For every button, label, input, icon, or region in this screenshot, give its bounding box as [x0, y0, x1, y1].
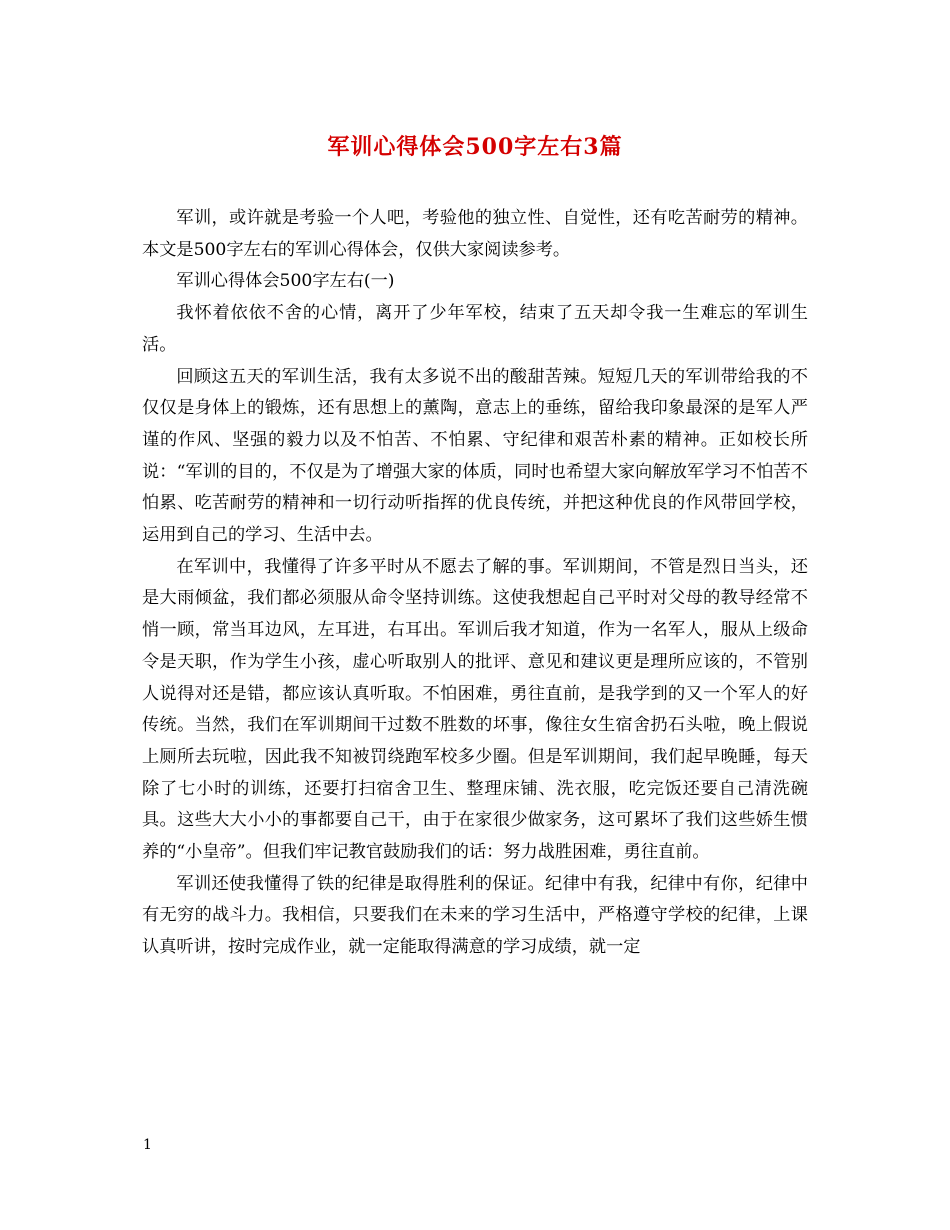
page-number: 1 [143, 1137, 152, 1153]
body-paragraph: 军训还使我懂得了铁的纪律是取得胜利的保证。纪律中有我，纪律中有你，纪律中有无穷的战斗力。我相信，只要我们在未来的学习生活中，严格遵守学校的纪律，上课认真听讲，按时完成作业，就一定能取得满意的学习成绩，就一定 [142, 873, 808, 958]
document-body [142, 203, 808, 964]
section-heading: 军训心得体会500字左右(一) [176, 271, 395, 292]
intro-paragraph: 军训，或许就是考验一个人吧，考验他的独立性、自觉性，还有吃苦耐劳的精神。本文是500字左右的军训心得体会，仅供大家阅读参考。 [142, 208, 808, 260]
body-paragraph: 我怀着依依不舍的心情，离开了少年军校，结束了五天却令我一生难忘的军训生活。 [142, 303, 808, 355]
document-title: 军训心得体会500字左右3篇 [327, 134, 623, 160]
body-paragraph: 在军训中，我懂得了许多平时从不愿去了解的事。军训期间，不管是烈日当头，还是大雨倾盆，我们都必须服从命令坚持训练。这使我想起自己平时对父母的教导经常不悄一顾，常当耳边风，左耳进，右耳出。军训后我才知道，作为一名军人，服从上级命令是天职，作为学生小孩，虚心听取别人的批评、意见和建议更是理所应该的，不管别人说得对还是错，都应该认真听取。不怕困难，勇往直前，是我学到的又一个军人的好传统。当然，我们在军训期间干过数不胜数的坏事，像往女生宿舍扔石头啦，晚上假说上厕所去玩啦，因此我不知被罚绕跑军校多少圈。但是军训期间，我们起早晚睡，每天除了七小时的训练，还要打扫宿舍卫生、整理床铺、洗衣服，吃完饭还要自己清洗碗具。这些大大小小的事都要自己干，由于在家很少做家务，这可累坏了我们这些娇生惯养的“小皇帝”。但我们牢记教官鼓励我们的话：努力战胜困难，勇往直前。 [142, 556, 808, 863]
body-paragraph: 回顾这五天的军训生活，我有太多说不出的酸甜苦辣。短短几天的军训带给我的不仅仅是身体上的锻炼，还有思想上的薰陶，意志上的垂练，留给我印象最深的是军人严谨的作风、坚强的毅力以及不怕苦、不怕累、守纪律和艰苦朴素的精神。正如校长所说：“军训的目的，不仅是为了增强大家的体质，同时也希望大家向解放军学习不怕苦不怕累、吃苦耐劳的精神和一切行动听指挥的优良传统，并把这种优良的作风带回学校，运用到自己的学习、生活中去。 [142, 366, 808, 546]
